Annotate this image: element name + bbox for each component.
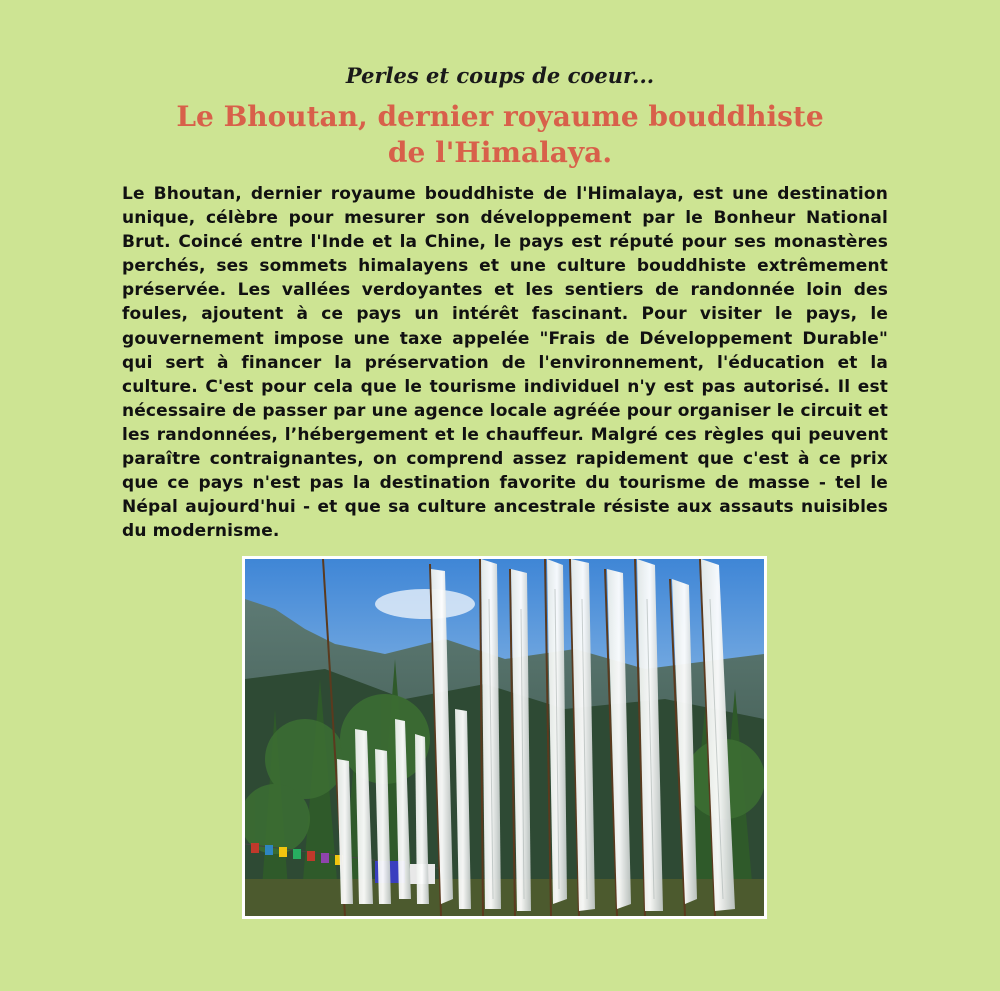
page-title-line-1: Le Bhoutan, dernier royaume bouddhiste xyxy=(176,100,824,133)
article-body: Le Bhoutan, dernier royaume bouddhiste de l'Himalaya, est une destination unique, célèbre pour mesurer son développement par le Bonheur National Brut. Coincé entre l'Inde et la Chine, le pays est réputé pour ses monastères perchés, ses sommets himalayens et une culture bouddhiste extrêmement préservée. Les vallées verdoyantes et les sentiers de randonnée loin des foules, ajoutent à ce pays un intérêt fascinant. Pour visiter le pays, le gouvernement impose une taxe appelée "Frais de Développement Durable" qui sert à financer la préservation de l'environnement, l'éducation et la culture. C'est pour cela que le tourisme individuel n'y est pas autorisé. Il est nécessaire de passer par une agence locale agréée pour organiser le circuit et les randonnées, l’hébergement et le chauffeur. Malgré ces règles qui peuvent paraître contraignantes, on comprend assez rapidement que c'est à ce prix que ce pays n'est pas la destination favorite du tourisme de masse - tel le Népal aujourd'hui - et que sa culture ancestrale résiste aux assauts nuisibles du modernisme. xyxy=(122,184,888,542)
page-title-line-2: de l'Himalaya. xyxy=(387,136,613,169)
page-title xyxy=(150,99,850,171)
photo-frame xyxy=(242,556,767,919)
prayer-flags-photo xyxy=(245,559,764,916)
page-kicker: Perles et coups de coeur... xyxy=(345,63,655,88)
